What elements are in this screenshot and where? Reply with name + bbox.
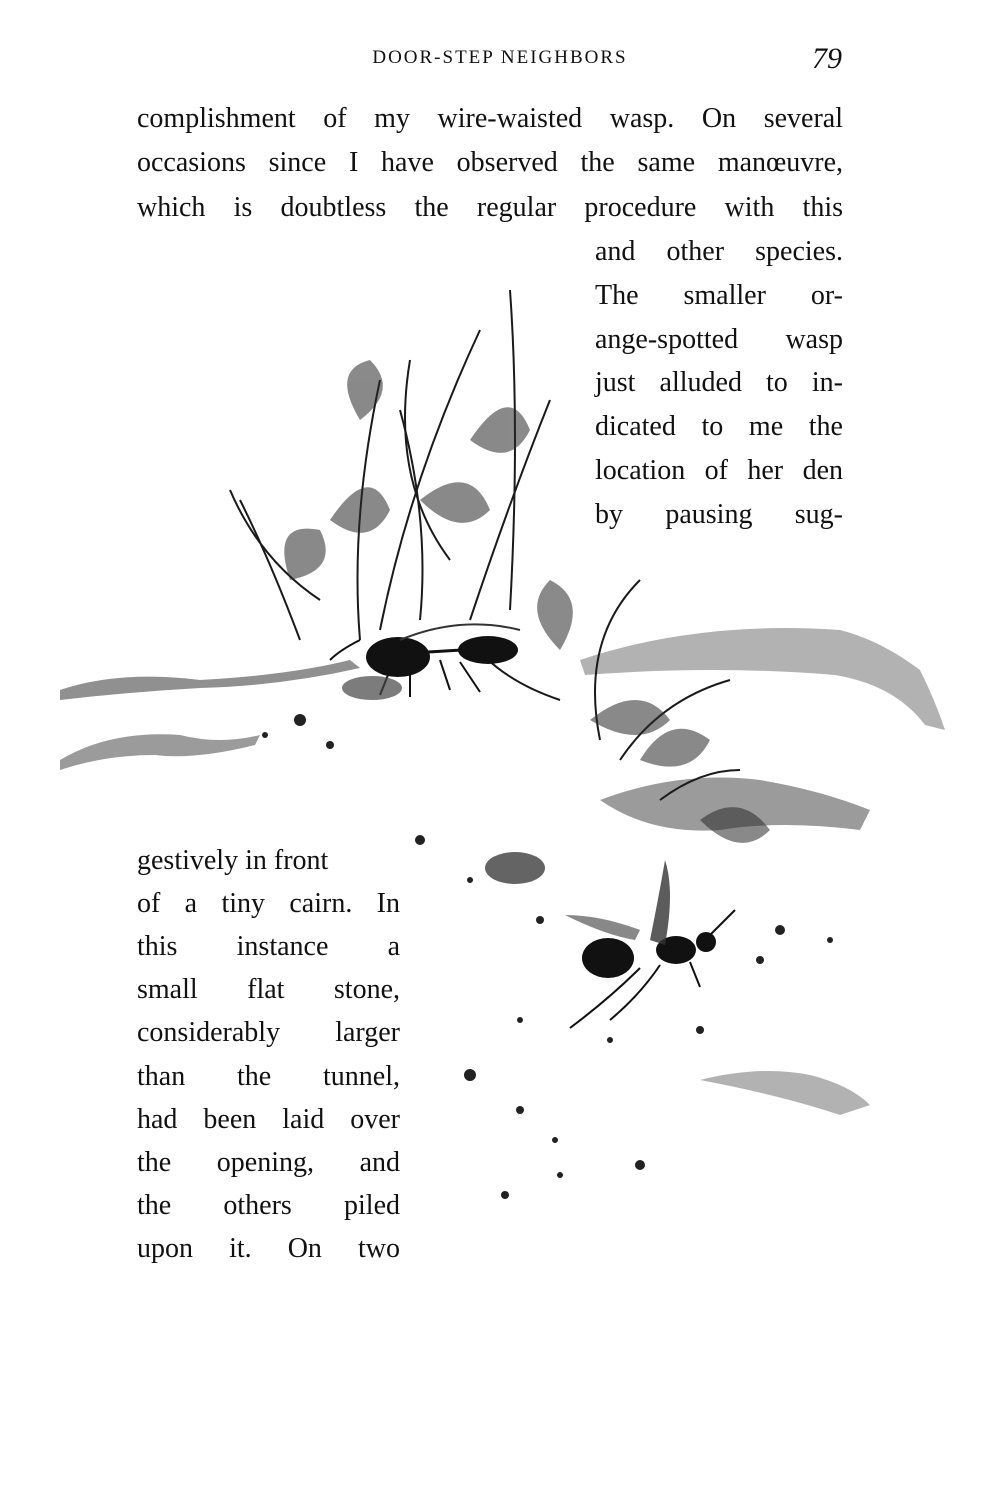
text-line: occasions since I have observed the same manœuvre, [137, 147, 843, 178]
text-line: just alluded to in- [595, 367, 843, 398]
text-line: dicated to me the [595, 411, 843, 442]
text-line: the opening, and [137, 1147, 400, 1178]
text-line: than the tunnel, [137, 1061, 400, 1092]
text-line: complishment of my wire-waisted wasp. On several [137, 103, 843, 134]
wasp-illustration [40, 280, 960, 1280]
text-line: the others piled [137, 1190, 400, 1221]
text-line: small flat stone, [137, 974, 400, 1005]
text-line: by pausing sug- [595, 499, 843, 530]
text-line: and other species. [595, 236, 843, 267]
text-line: ange-spotted wasp [595, 324, 843, 355]
wasp-lower-icon [485, 852, 735, 1028]
text-line: gestively in front [137, 845, 329, 876]
text-line: which is doubtless the regular procedure with this [137, 192, 843, 223]
text-line: this instance a [137, 931, 400, 962]
page-number: 79 [812, 42, 842, 75]
text-line: The smaller or- [595, 280, 843, 311]
text-line: location of her den [595, 455, 843, 486]
running-header: DOOR-STEP NEIGHBORS [372, 47, 628, 68]
ground-speckle [60, 628, 945, 1199]
text-line: had been laid over [137, 1104, 400, 1135]
text-line: of a tiny cairn. In [137, 888, 400, 919]
text-line: considerably larger [137, 1017, 400, 1048]
wasp-upper-icon [330, 624, 520, 700]
text-line: upon it. On two [137, 1233, 400, 1264]
